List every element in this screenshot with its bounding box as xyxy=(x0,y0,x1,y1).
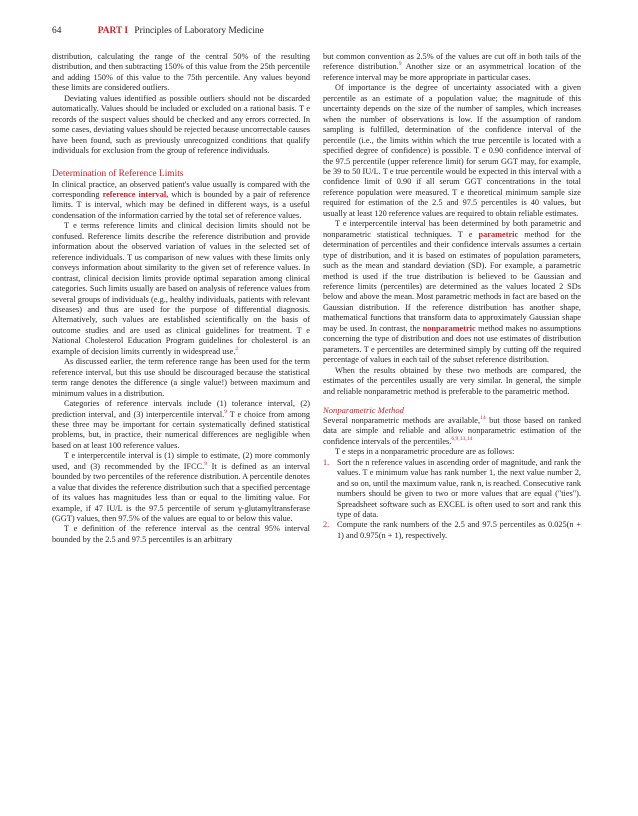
paragraph: T e definition of the reference interval as the central 95% interval bounded by the 2.5 and 97.5 percentiles is an arbitrary xyxy=(52,524,310,544)
left-column xyxy=(52,52,310,545)
paragraph: As discussed earlier, the term reference range has been used for the term reference interval, but this use should be discouraged because the statistical term range denotes the difference (a single value!) between maximum and minimum values in a distribution. xyxy=(52,357,310,398)
citation: 9 xyxy=(204,461,208,467)
list-item: 1. Sort the n reference values in ascending order of magnitude, and rank the values. T e minimum value has rank number 1, the next value number 2, and so on, until the maximum value, rank n, is reached. Consecutive rank numbers should be given to two or more values that are equal ("ties"). Spreadsheet software such as EXCEL is often used to sort and rank this type of data. xyxy=(323,457,581,520)
part-label: PART I xyxy=(97,26,129,36)
section-heading: Determination of Reference Limits xyxy=(52,168,184,179)
paragraph: T e interpercentile interval has been determined by both parametric and nonparametric statistical techniques. T e parametric method for the determination of percentiles and their confidence intervals assumes a certain type of distribution, and it is based on estimates of population parameters, such as the mean and standard deviation (SD). For example, a parametric method is used if the true distribution is believed to be Gaussian and reference limits (percentiles) are determined as the values located 2 SDs below and above the mean. Most parametric methods in fact are based on the Gaussian distribution. If the reference distribution has another shape, mathematical functions that transform data to approximately Gaussian shape may be used. In contrast, the nonparametric method makes no assumptions concerning the type of distribution and does not use estimates of distribution parameters. T e percentiles are determined simply by cutting off the required percentage of values in each tail of the subset reference distribution. xyxy=(323,219,581,365)
right-column xyxy=(323,52,581,541)
subsection-heading: Nonparametric Method xyxy=(323,404,404,415)
paragraph: T e terms reference limits and clinical decision limits should not be confused. Reference limits describe the reference distribution and provide information about the observed variation of values in the selected set of reference individuals. T us comparison of new values with these limits only conveys information about similarity to the given set of reference values. In contrast, clinical decision limits provide optimal separation among clinical categories. Such limits usually are based on analysis of reference values from several groups of individuals (e.g., healthy individuals, patients with relevant diseases) and thus are used for the purpose of differential diagnosis. Alternatively, such values are established scientifically on the basis of outcome studies and are used as clinical guidelines for treatment. T e National Cholesterol Education Program guidelines for cholesterol is an example of decision limits currently in widespread use.$^2$ xyxy=(52,221,310,356)
citation: 14 xyxy=(480,415,486,422)
page-number: 64 xyxy=(52,26,62,36)
paragraph: but common convention as 2.5% of the values are cut off in both tails of the reference distribution.$^9$ Another size or an asymmetrical location of the reference interval may be more appropriate in particular cases. xyxy=(323,52,581,82)
paragraph: Deviating values identified as possible outliers should not be discarded automatically. Values should be included or excluded on a rational basis. T e records of the suspect values should be checked and any errors corrected. In some cases, deviating values should be rejected because uncorrectable causes have been found, such as previously unrecognized conditions that qualify individuals for exclusion from the group of reference individuals. xyxy=(52,93,310,156)
running-header xyxy=(52,25,598,37)
list-item: 2. Compute the rank numbers of the 2.5 and 97.5 percentiles as 0.025(n + 1) and 0.975(n + 1), respectively. xyxy=(323,520,581,540)
paragraph: In clinical practice, an observed patient's value usually is compared with the corresponding reference interval, which is bounded by a pair of reference limits. T is interval, which may be defined in different ways, is a useful condensation of the information carried by the total set of reference values. xyxy=(52,179,310,220)
citation: 2 xyxy=(235,346,239,353)
paragraph: Of importance is the degree of uncertainty associated with a given percentile as an estimate of a population value; the magnitude of this uncertainty depends on the size of the number of samples, which increases when the number of observations is low. If the assumption of random sampling is fulfilled, determination of the confidence interval of the percentile (i.e., the limits within which the true percentile is located with a specified degree of confidence) is possible. T e 0.90 confidence interval of the 97.5 percentile (upper reference limit) for serum GGT may, for example, be 39 to 50 IU/L. T e true percentile would be expected in this interval with a confidence limit of 0.90 if all serum GGT concentrations in the total reference population were measured. T e theoretical minimum sample size required for estimation of the 2.5 and 97.5 percentiles is 40 values, but usually at least 120 reference values are required to obtain reliable estimates. xyxy=(323,83,581,218)
keyword: nonparametric xyxy=(422,323,476,333)
paragraph: T e interpercentile interval is (1) simple to estimate, (2) more commonly used, and (3) recommended by the IFCC.$^9$ It is defined as an interval bounded by two percentiles of the reference distribution. A percentile denotes a value that divides the reference distribution such that a specified percentage of its values has magnitudes less than or equal to the limiting value. For example, if 47 IU/L is the 97.5 percentile of serum γ-glutamyltransferase (GGT) values, then 97.5% of the values are equal to or below this value. xyxy=(52,451,311,524)
paragraph: T e steps in a nonparametric procedure are as follows: xyxy=(335,447,515,457)
citation: 6,9,13,14 xyxy=(451,436,473,443)
paragraph: When the results obtained by these two methods are compared, the estimates of the percentiles usually are very similar. In general, the simple and reliable nonparametric method is preferable to the parametric method. xyxy=(323,365,581,396)
keyword: reference interval, xyxy=(102,189,169,199)
citation: 9 xyxy=(398,61,402,68)
steps-list xyxy=(323,458,581,542)
paragraph: Categories of reference intervals include (1) tolerance interval, (2) prediction interval, and (3) interpercentile interval.$^9$ T e choice from among these three may be important for certain systematically defined statistical problems, but, in practice, their numerical differences are negligible when based on at least 100 reference values. xyxy=(52,399,311,450)
citation: 9 xyxy=(224,408,228,415)
running-title: Principles of Laboratory Medicine xyxy=(134,26,264,36)
paragraph: distribution, calculating the range of the central 50% of the resulting distribution, and then subtracting 150% of this value from the 25th percentile and adding 150% of this value to the 75th percentile. Any values beyond these limits are considered outliers. xyxy=(52,52,310,93)
keyword: parametric xyxy=(478,229,519,239)
list-number: 2. xyxy=(323,520,330,530)
paragraph: Several nonparametric methods are available,$^{14}$ but those based on ranked data are simple and reliable and allow nonparametric estimation of the confidence intervals of the percentiles.$^{6,9,13,14}$ xyxy=(323,415,581,446)
list-number: 1. xyxy=(323,457,330,467)
